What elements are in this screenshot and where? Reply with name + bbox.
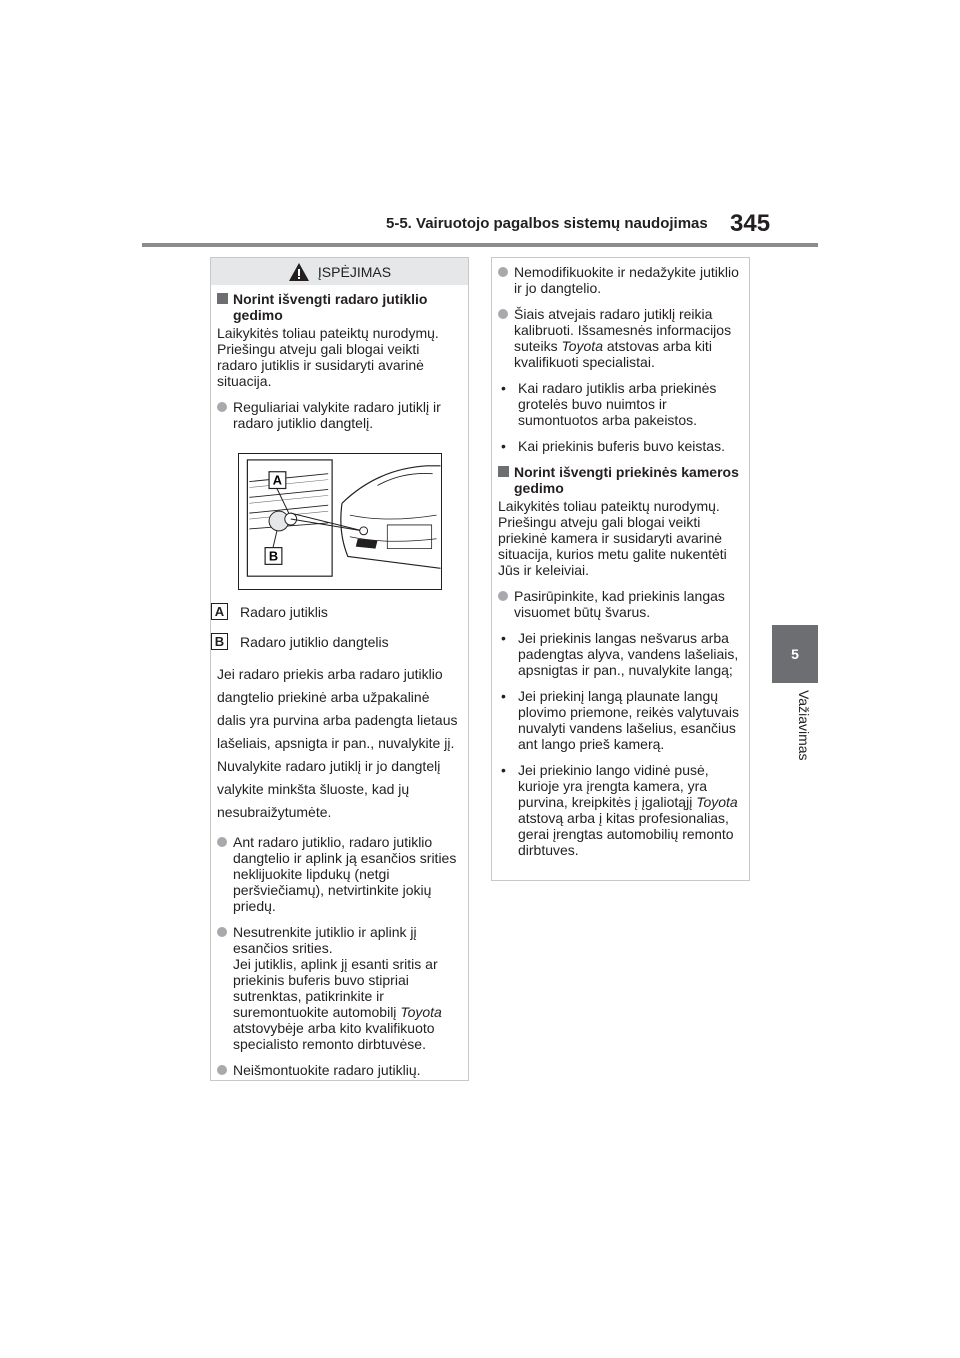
list-item: Nesutrenkite jutiklio ir aplink jį esančios srities. Jei jutiklis, aplink jį esanti sritis ar priekinis buferis buvo stipriai sutrenktas, patikrinkite ir suremontuokite automobilį Toyota atstovybėje arba kito kvalifikuoto specialisto remonto dirbtuvėse.: [217, 924, 462, 1052]
brand-name: Toyota: [561, 338, 603, 354]
sub-list-item: • Kai priekinis buferis buvo keistas.: [498, 438, 743, 454]
subheading: Norint išvengti priekinės kameros gedimo: [498, 464, 743, 496]
bullet-dot-icon: [498, 309, 508, 319]
bullet-mark: •: [501, 630, 506, 646]
list-item: Ant radaro jutiklio, radaro jutiklio dangtelio ir aplink ją esančios srities neklijuokite lipdukų (netgi peršviečiamų), netvirtinkite jokių priedų.: [217, 834, 462, 914]
intro-text: Laikykitės toliau pateiktų nurodymų. Priešingu atveju gali blogai veikti radaro jutiklis ir susidaryti avarinė situacija.: [217, 325, 439, 389]
chapter-label: Važiavimas: [796, 690, 812, 761]
warning-title: ĮSPĖJIMAS: [317, 263, 392, 280]
chapter-tab[interactable]: [772, 625, 818, 683]
warning-triangle-icon: [288, 262, 310, 282]
bullet-mark: •: [501, 438, 506, 454]
list-item: Nemodifikuokite ir nedažykite jutiklio ir jo dangtelio.: [498, 264, 743, 296]
body-text: Jei radaro priekis arba radaro jutiklio dangtelio priekinė arba užpakalinė dalis yra purvina arba padengta lietaus lašeliais, apsnigta ir pan., nuvalykite jį.: [217, 666, 458, 751]
warning-header: [211, 258, 468, 285]
radar-sensor-illustration: [238, 453, 442, 590]
legend-item-b: [211, 633, 462, 650]
figure-label-b: B: [268, 548, 279, 564]
sub-list-item: • Jei priekinio lango vidinė pusė, kurioje yra įrengta kamera, yra purvina, kreipkitės į įgaliotąjį Toyota atstovą arba į kitas profesionalias, gerai įrengtas automobilių remonto dirbtuves.: [498, 762, 743, 858]
legend-text: Radaro jutiklis: [240, 603, 328, 620]
legend-item-a: [211, 603, 462, 620]
bullet-dot-icon: [498, 267, 508, 277]
header-divider: [142, 243, 818, 247]
bullet-dot-icon: [217, 927, 227, 937]
square-bullet-icon: [217, 293, 228, 304]
sub-list-item: • Jei priekinis langas nešvarus arba padengtas alyva, vandens lašeliais, apsnigtas ir pan., nuvalykite langą;: [498, 630, 743, 678]
bullet-dot-icon: [217, 1065, 227, 1075]
brand-name: Toyota: [400, 1004, 442, 1020]
list-item: Neišmontuokite radaro jutiklių.: [217, 1062, 462, 1078]
chapter-number: 5: [791, 646, 799, 662]
legend-text: Radaro jutiklio dangtelis: [240, 633, 389, 650]
bullet-mark: •: [501, 688, 506, 704]
warning-box-left: [210, 257, 469, 1081]
legend-key: A: [211, 603, 228, 620]
bullet-mark: •: [501, 762, 506, 778]
body-text: Nuvalykite radaro jutiklį ir jo dangtelį valykite minkšta šluoste, kad jų nesubraižytumėte.: [217, 758, 441, 820]
sub-list-item: • Kai radaro jutiklis arba priekinės grotelės buvo nuimtos ir sumontuotos arba pakeistos.: [498, 380, 743, 428]
brand-name: Toyota: [696, 794, 738, 810]
list-item: Pasirūpinkite, kad priekinis langas visuomet būtų švarus.: [498, 588, 743, 620]
bullet-dot-icon: [217, 402, 227, 412]
list-item: Šiais atvejais radaro jutiklį reikia kalibruoti. Išsamesnės informacijos suteiks Toyota atstovas arba kiti kvalifikuoti specialistai.: [498, 306, 743, 370]
subheading: Norint išvengti radaro jutiklio gedimo: [217, 291, 462, 323]
bullet-dot-icon: [498, 591, 508, 601]
intro-text: Laikykitės toliau pateiktų nurodymų. Priešingu atveju gali blogai veikti priekinė kamera ir susidaryti avarinė situacija, kurios metu galite nukentėti Jūs ir keleiviai.: [498, 498, 727, 578]
figure-label-a: A: [272, 472, 283, 488]
warning-box-right: [491, 257, 750, 881]
page-number: 345: [730, 210, 771, 237]
bullet-dot-icon: [217, 837, 227, 847]
square-bullet-icon: [498, 466, 509, 477]
list-item: Reguliariai valykite radaro jutiklį ir radaro jutiklio dangtelį.: [217, 399, 462, 431]
legend-key: B: [211, 633, 228, 650]
section-title: 5-5. Vairuotojo pagalbos sistemų naudojimas: [386, 215, 708, 232]
sub-list-item: • Jei priekinį langą plaunate langų plovimo priemone, reikės valytuvais nuvalyti vandens lašelius, esančius ant lango prieš kamerą.: [498, 688, 743, 752]
bullet-mark: •: [501, 380, 506, 396]
